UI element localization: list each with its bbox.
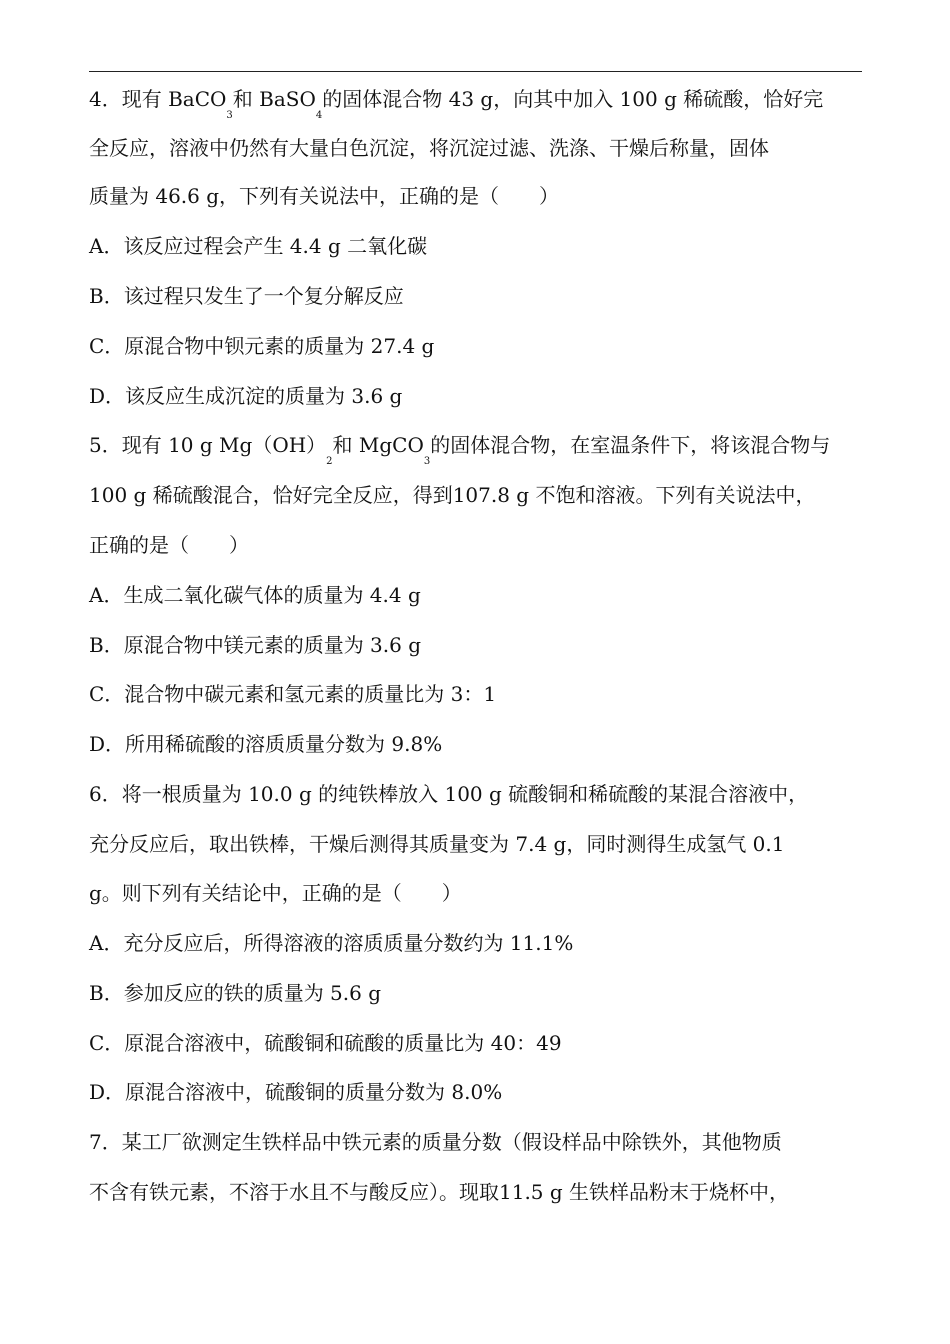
q4-option-a: A．该反应过程会产生 4.4 g 二氧化碳 (89, 234, 428, 258)
q4-option-d: D．该反应生成沉淀的质量为 3.6 g (89, 384, 403, 408)
q4-stem-line-1: 4．现有 BaCO$_3$和 BaSO$_4$的固体混合物 43 g，向其中加入 100 g 稀硫酸，恰好完 (89, 87, 824, 121)
q4-stem-line-3: 质量为 46.6 g，下列有关说法中，正确的是（ ） (89, 184, 560, 208)
q5-stem-line-1: 5．现有 10 g $Mg(OH)_2$和 MgCO$_3$的固体混合物，在室温条件下，将该混合物与 (89, 433, 831, 467)
q5-stem-line-2: 100 g 稀硫酸混合，恰好完全反应，得到107.8 g 不饱和溶液。下列有关说法中， (89, 483, 816, 507)
q5-option-b: B．原混合物中镁元素的质量为 3.6 g (89, 633, 422, 657)
q5-stem-line-3: 正确的是（ ） (89, 533, 249, 557)
q4-option-c: C．原混合物中钡元素的质量为 27.4 g (89, 334, 435, 358)
q5-option-c: C．混合物中碳元素和氢元素的质量比为 3：1 (89, 682, 497, 706)
q6-stem-line-1: 6．将一根质量为 10.0 g 的纯铁棒放入 100 g 硫酸铜和稀硫酸的某混合溶液中， (89, 782, 809, 806)
q5-option-a: A．生成二氧化碳气体的质量为 4.4 g (89, 583, 421, 607)
q6-option-d: D．原混合溶液中，硫酸铜的质量分数为 8.0% (89, 1080, 503, 1104)
q4-stem-line-2: 全反应，溶液中仍然有大量白色沉淀，将沉淀过滤、洗涤、干燥后称量，固体 (89, 136, 769, 160)
q6-stem-line-2: 充分反应后，取出铁棒，干燥后测得其质量变为 7.4 g，同时测得生成氢气 0.1 (89, 832, 785, 856)
q7-stem-line-1: 7．某工厂欲测定生铁样品中铁元素的质量分数（假设样品中除铁外，其他物质 (89, 1130, 782, 1154)
q6-option-b: B．参加反应的铁的质量为 5.6 g (89, 981, 382, 1005)
q6-option-a: A．充分反应后，所得溶液的溶质质量分数约为 11.1% (89, 931, 574, 955)
q6-option-c: C．原混合溶液中，硫酸铜和硫酸的质量比为 40：49 (89, 1031, 562, 1055)
q4-option-b: B．该过程只发生了一个复分解反应 (89, 284, 404, 308)
q7-stem-line-2: 不含有铁元素，不溶于水且不与酸反应）。现取11.5 g 生铁样品粉末于烧杯中， (89, 1180, 790, 1204)
q5-option-d: D．所用稀硫酸的溶质质量分数为 9.8% (89, 732, 443, 756)
header-rule (89, 71, 862, 72)
q6-stem-line-3: g。则下列有关结论中，正确的是（ ） (89, 881, 462, 905)
